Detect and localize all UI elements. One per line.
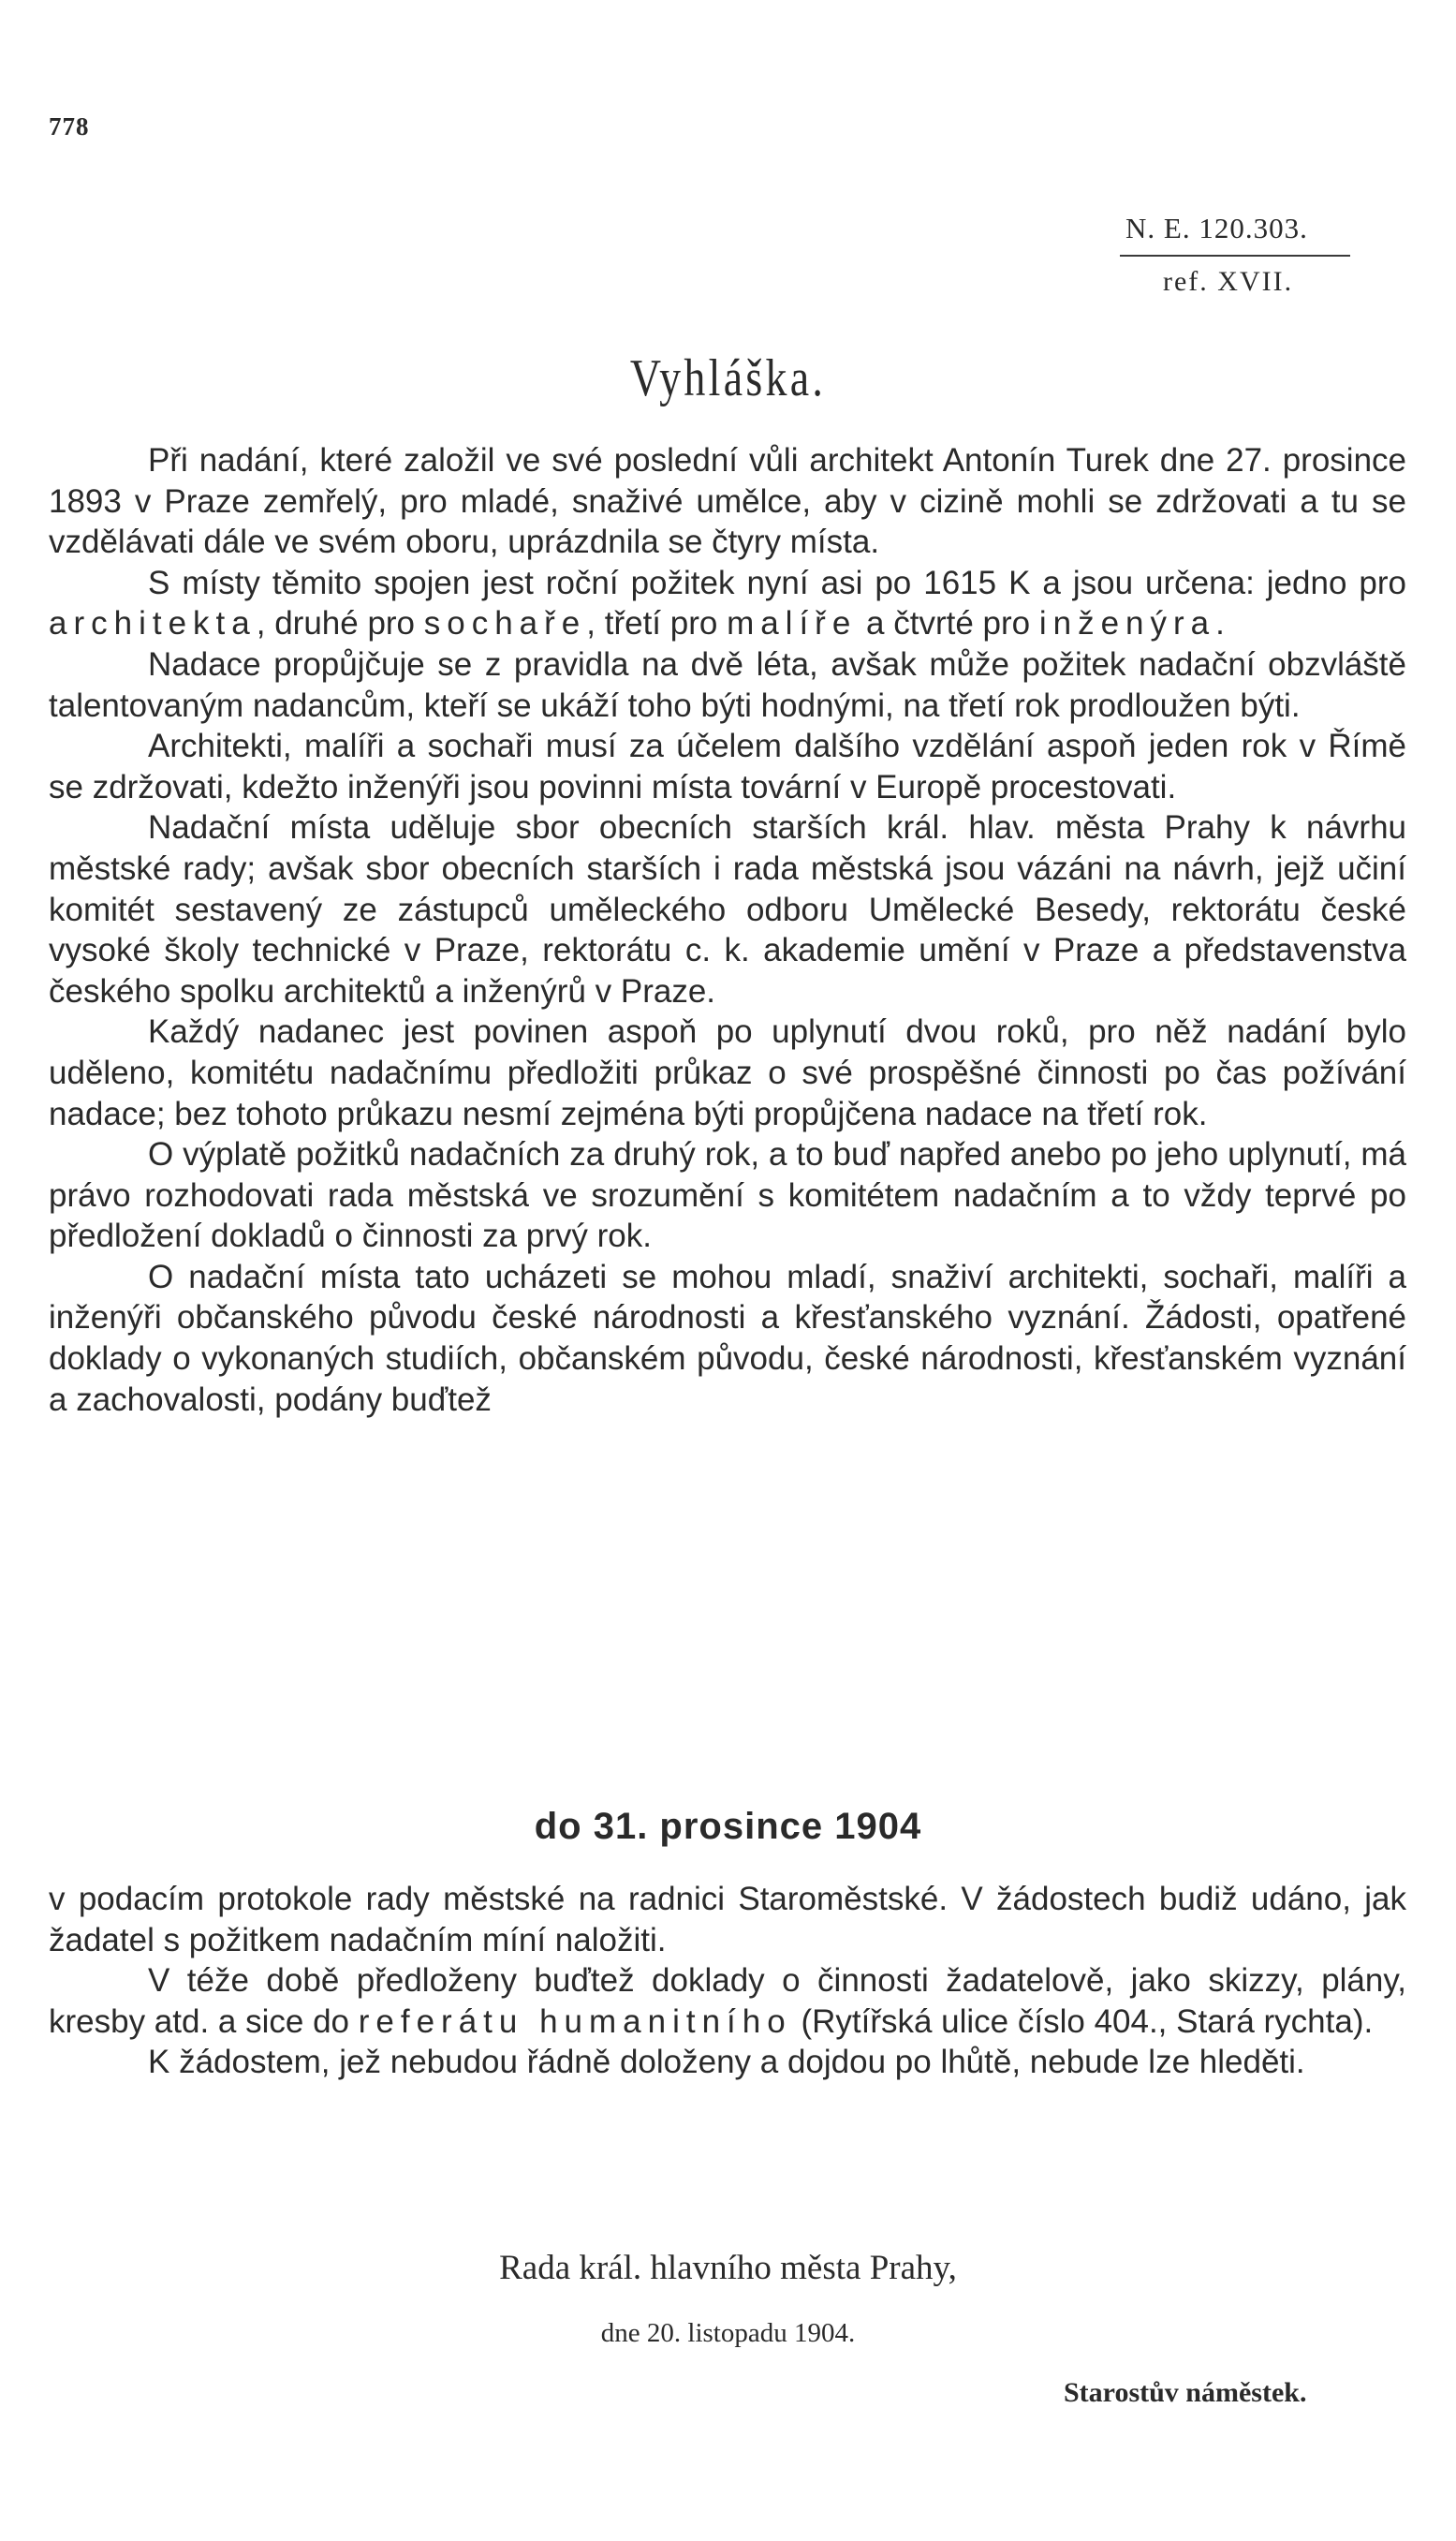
text: , třetí pro bbox=[586, 605, 728, 643]
text: . bbox=[1215, 605, 1225, 643]
announcement-body-continued bbox=[49, 1879, 1406, 2083]
paragraph-submission: v podacím protokole rady městské na radnici Staroměstské. V žádostech budiž udáno, jak žadatel s požitkem nadačním míní naložiti. bbox=[49, 1881, 1406, 1958]
reference-ref: ref. XVII. bbox=[1163, 266, 1294, 297]
paragraph-rome: Architekti, malíři a sochaři musí za účelem dalšího vzdělání aspoň jeden rok v Římě se zdržovati, kdežto inženýři jsou povinni místa tovární v Europě procestovati. bbox=[49, 728, 1406, 805]
paragraph-endowment: Při nadání, které založil ve své poslední vůli architekt Antonín Turek dne 27. prosince 1893 v Praze zemřelý, pro mladé, snaživé umělce, aby v cizině mohli se zdržovati a tu se vzdělávati dále ve svém oboru, uprázdnila se čtyry místa. bbox=[49, 442, 1406, 561]
signature-council: Rada král. hlavního města Prahy, bbox=[499, 2249, 957, 2287]
emphasis-engineer: inženýra bbox=[1038, 605, 1216, 643]
paragraph-places bbox=[49, 563, 1406, 644]
paragraph-duration: Nadace propůjčuje se z pravidla na dvě léta, avšak může požitek nadační obzvláště talentovaným nadancům, kteří se ukáží toho býti hodnými, na třetí rok prodloužen býti. bbox=[49, 645, 1406, 724]
reference-number: N. E. 120.303. bbox=[1120, 212, 1350, 257]
emphasis-department: referátu humanitního bbox=[358, 2002, 792, 2040]
text: , druhé pro bbox=[256, 605, 424, 643]
paragraph-payment: O výplatě požitků nadačních za druhý rok, a to buď napřed anebo po jeho uplynutí, má právo rozhodovati rada městská ve srozumění s komitétem nadačním a to vždy teprvé po předložení dokladů o činnosti za prvý rok. bbox=[49, 1136, 1406, 1255]
paragraph-documents bbox=[49, 1960, 1406, 2042]
emphasis-painter: malíře bbox=[727, 605, 858, 643]
signature-deputy: Starostův náměstek. bbox=[1064, 2377, 1307, 2408]
document-title: Vyhláška. bbox=[629, 349, 827, 407]
announcement-body bbox=[49, 440, 1406, 1420]
text: S místy těmito spojen jest roční požitek nyní asi po 1615 K a jsou určena: jedno pro bbox=[148, 564, 1406, 601]
text: V téže době předloženy buďtež doklady o činnosti žadatelově, jako skizzy, plány, kresby atd. a sice do bbox=[49, 1962, 1406, 2040]
page-number: 778 bbox=[49, 112, 90, 140]
paragraph-proof: Každý nadanec jest povinen aspoň po uplynutí dvou roků, pro něž nadání bylo uděleno, komitétu nadačnímu předložiti průkaz o své prospěšné činnosti po čas požívání nadace; bez tohoto průkazu nesmí zejména býti propůjčena nadace na třetí rok. bbox=[49, 1013, 1406, 1132]
reference-block bbox=[1120, 212, 1363, 298]
text: a čtvrté pro bbox=[857, 605, 1039, 643]
text: (Rytířská ulice číslo 404., Stará rychta). bbox=[791, 2002, 1374, 2040]
signature-date: dne 20. listopadu 1904. bbox=[600, 2318, 856, 2348]
emphasis-sculptor: sochaře bbox=[423, 605, 587, 643]
emphasis-architect: architekta bbox=[49, 605, 257, 643]
deadline: do 31. prosince 1904 bbox=[534, 1806, 922, 1847]
paragraph-late: K žádostem, jež nebudou řádně doloženy a dojdou po lhůtě, nebude lze hleděti. bbox=[148, 2044, 1305, 2081]
paragraph-eligibility: O nadační místa tato ucházeti se mohou mladí, snaživí architekti, sochaři, malíři a inženýři občanského původu české národnosti a křesťanského vyznání. Žádosti, opatřené doklady o vykonaných studiích, občanském původu, české národnosti, křesťanském vyznání a zachovalosti, podány buďtež bbox=[49, 1258, 1406, 1418]
paragraph-award: Nadační místa uděluje sbor obecních starších král. hlav. města Prahy k návrhu městské rady; avšak sbor obecních starších i rada městská jsou vázáni na návrh, jejž učiní komitét sestavený ze zástupců uměleckého odboru Umělecké Besedy, rektorátu české vysoké školy technické v Praze, rektorátu c. k. akademie umění v Praze a představenstva českého spolku architektů a inženýrů v Praze. bbox=[49, 809, 1406, 1010]
